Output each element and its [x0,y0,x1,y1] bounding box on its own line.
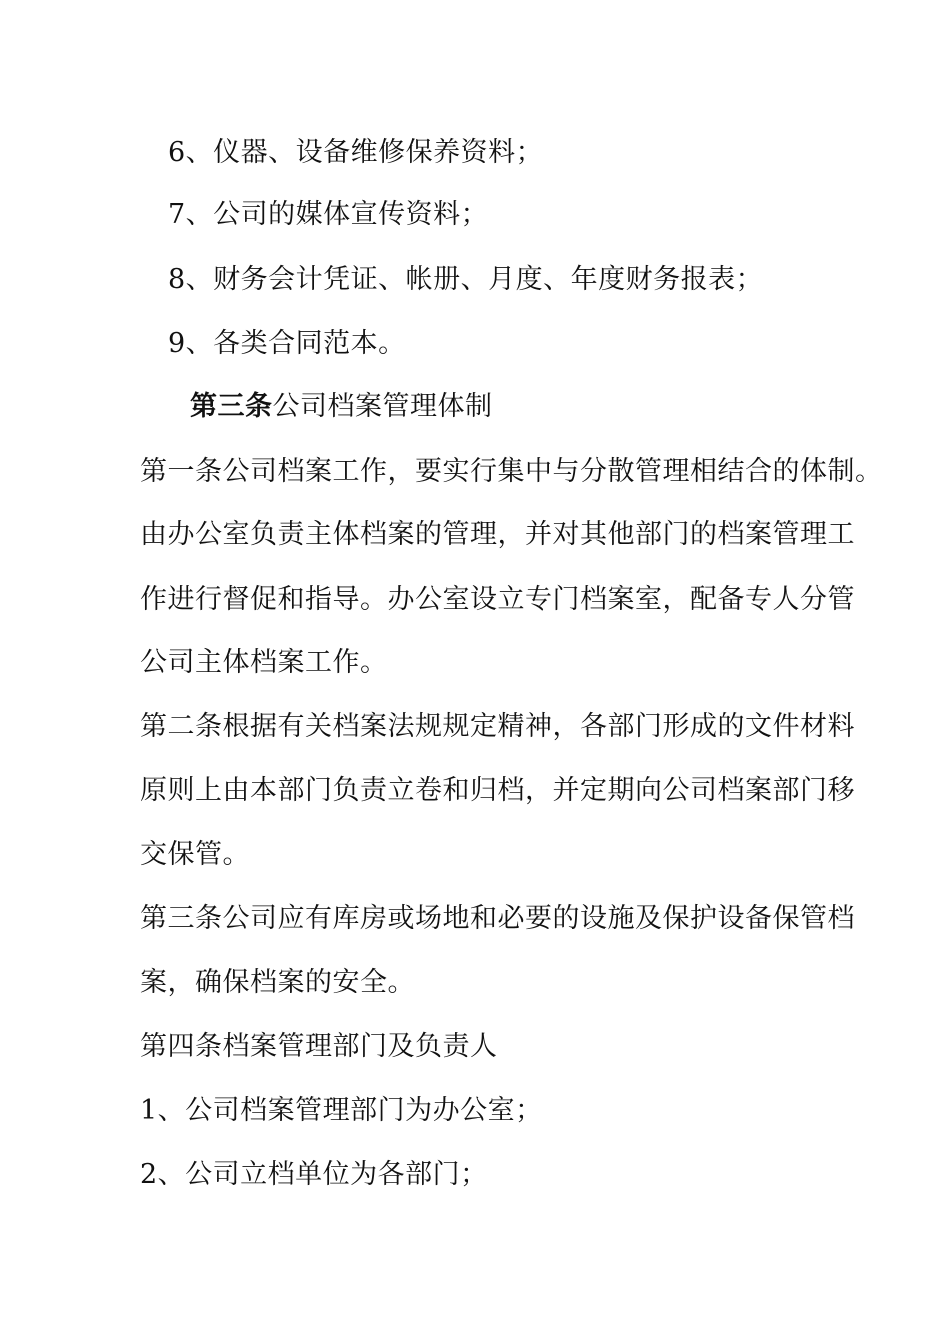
list-item: 2、公司立档单位为各部门； [140,1159,488,1190]
paragraph-line: 第二条根据有关档案法规规定精神，各部门形成的文件材料 [140,711,855,742]
article-label: 第三条 [190,391,273,422]
list-item: 8、财务会计凭证、帐册、月度、年度财务报表； [168,264,764,295]
article-title: 公司档案管理体制 [272,391,493,422]
paragraph-line: 原则上由本部门负责立卷和归档，并定期向公司档案部门移 [140,775,855,806]
list-item: 7、公司的媒体宣传资料； [168,199,489,230]
paragraph-line: 交保管。 [140,839,250,870]
paragraph-line: 作进行督促和指导。办公室设立专门档案室，配备专人分管 [140,584,855,615]
paragraph-line: 公司主体档案工作。 [140,647,388,678]
paragraph-line: 案，确保档案的安全。 [140,967,415,998]
paragraph-line: 第一条公司档案工作，要实行集中与分散管理相结合的体制。 [140,456,883,487]
list-item: 6、仪器、设备维修保养资料； [168,137,544,168]
list-item: 9、各类合同范本。 [168,328,406,359]
section-heading-article-3 [190,385,870,429]
paragraph-line: 由办公室负责主体档案的管理，并对其他部门的档案管理工 [140,519,855,550]
list-item: 1、公司档案管理部门为办公室； [140,1095,543,1126]
section-heading-article-4: 第四条档案管理部门及负责人 [140,1031,498,1062]
paragraph-line: 第三条公司应有库房或场地和必要的设施及保护设备保管档 [140,903,855,934]
